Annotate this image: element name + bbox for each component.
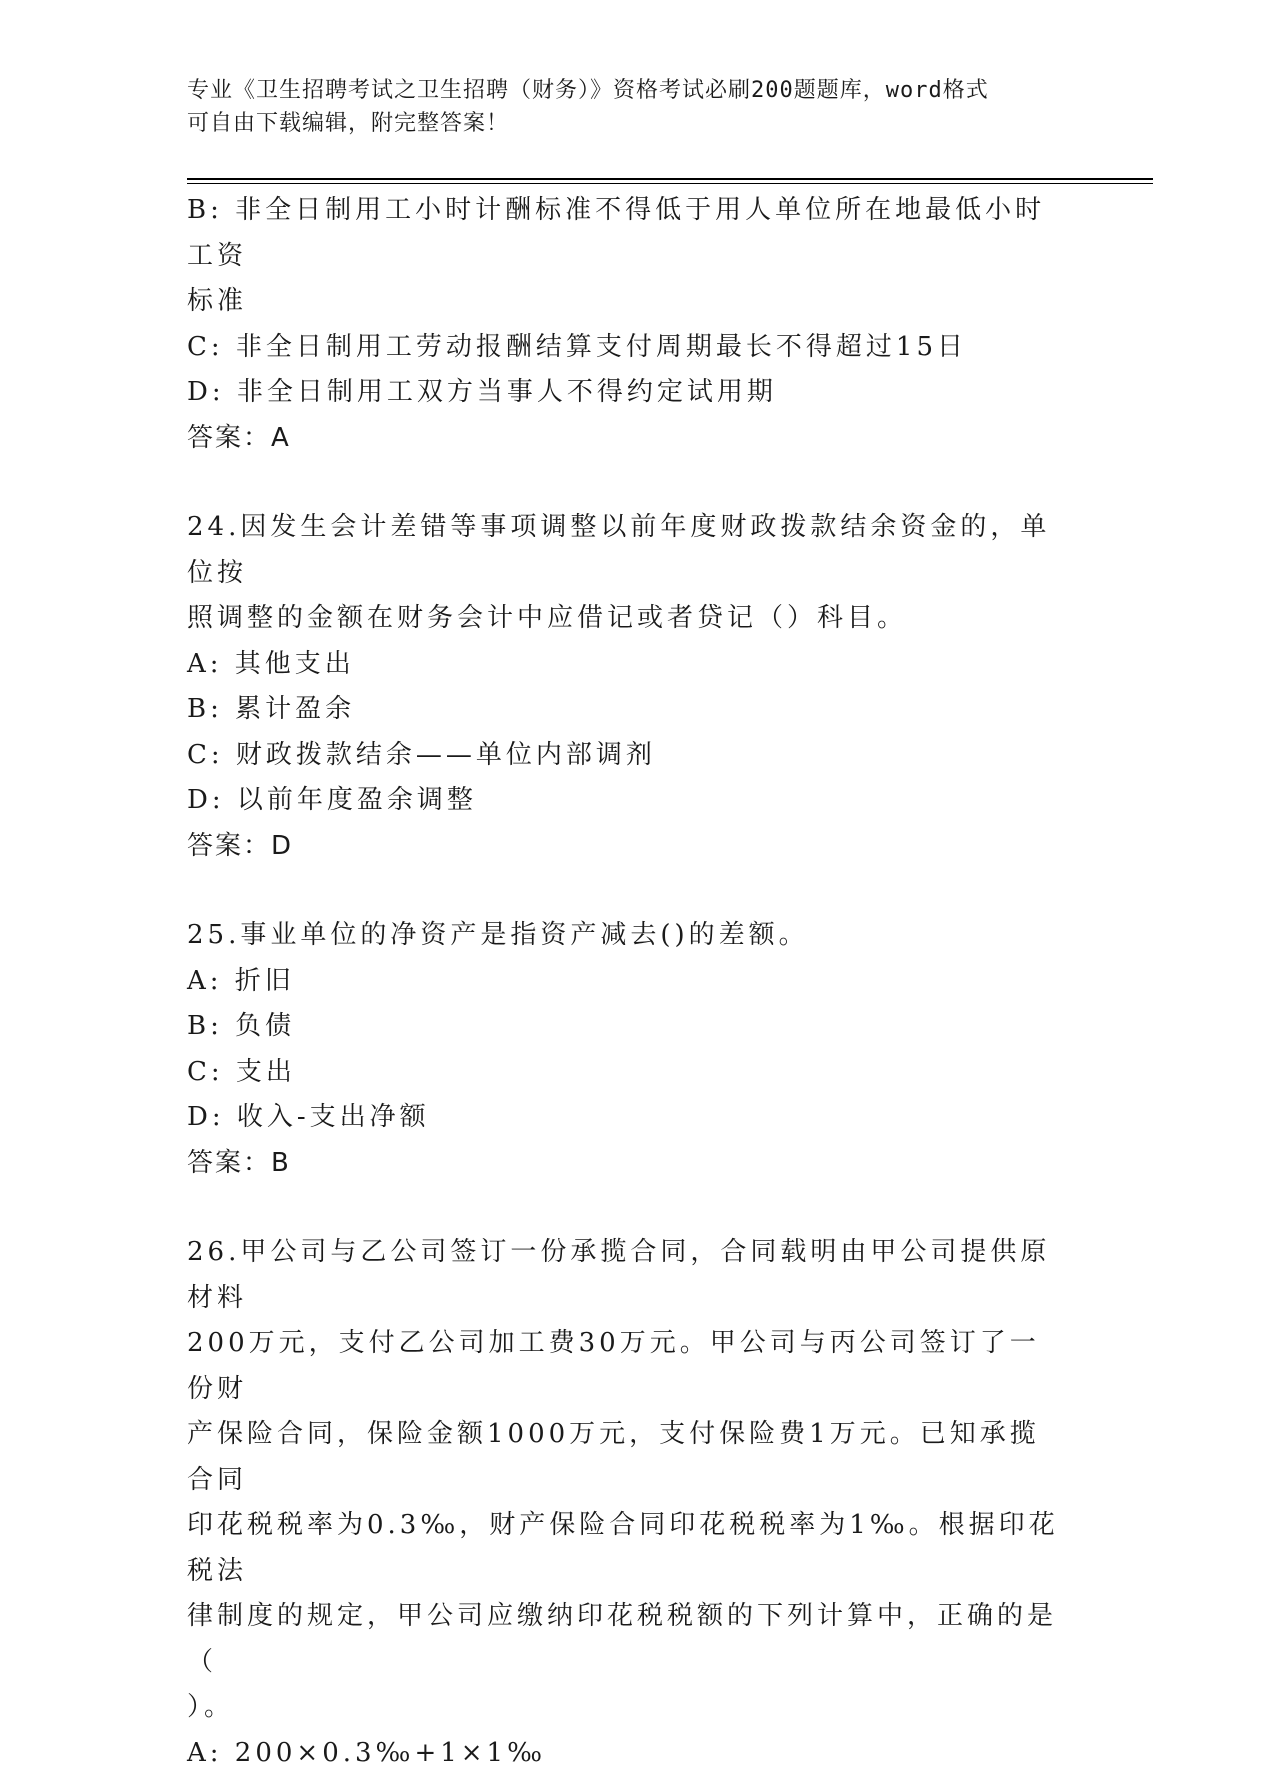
question-text: 25.事业单位的净资产是指资产减去()的差额。 [187, 913, 1067, 959]
question-text: 产保险合同，保险金额1000万元，支付保险费1万元。已知承揽合同 [187, 1412, 1067, 1503]
answer: 答案：B [187, 1141, 1067, 1187]
question-23-continued [187, 188, 1067, 461]
answer: 答案：A [187, 416, 1067, 462]
option-d: D: 以前年度盈余调整 [187, 778, 1067, 824]
question-25 [187, 913, 1067, 1186]
option-b: B: 非全日制用工小时计酬标准不得低于用人单位所在地最低小时工资 [187, 188, 1067, 279]
question-text: ）。 [187, 1685, 1067, 1731]
header-rule-thin [187, 183, 1153, 184]
header-line-2: 可自由下载编辑，附完整答案！ [187, 107, 1067, 140]
option-b: B: 负债 [187, 1004, 1067, 1050]
question-text: 印花税税率为0.3‰，财产保险合同印花税税率为1‰。根据印花税法 [187, 1503, 1067, 1594]
header-rule [187, 178, 1153, 180]
question-text: 照调整的金额在财务会计中应借记或者贷记（）科目。 [187, 596, 1067, 642]
document-header [187, 74, 1067, 140]
option-c: C: 非全日制用工劳动报酬结算支付周期最长不得超过15日 [187, 325, 1067, 371]
question-content [187, 188, 1067, 1776]
option-a: A: 折旧 [187, 959, 1067, 1005]
option-c: C: 支出 [187, 1050, 1067, 1096]
question-text: 律制度的规定，甲公司应缴纳印花税税额的下列计算中，正确的是（ [187, 1594, 1067, 1685]
question-text: 24.因发生会计差错等事项调整以前年度财政拨款结余资金的，单位按 [187, 505, 1067, 596]
option-c: C: 财政拨款结余——单位内部调剂 [187, 733, 1067, 779]
option-d: D: 收入-支出净额 [187, 1095, 1067, 1141]
answer: 答案：D [187, 824, 1067, 870]
question-text: 200万元，支付乙公司加工费30万元。甲公司与丙公司签订了一份财 [187, 1321, 1067, 1412]
question-text: 26.甲公司与乙公司签订一份承揽合同，合同载明由甲公司提供原材料 [187, 1230, 1067, 1321]
option-b-continued: 标准 [187, 279, 1067, 325]
option-a: A: 200×0.3‰+1×1‰ [187, 1731, 1067, 1776]
option-d: D: 非全日制用工双方当事人不得约定试用期 [187, 370, 1067, 416]
question-24 [187, 505, 1067, 869]
question-26 [187, 1230, 1067, 1776]
option-a: A: 其他支出 [187, 642, 1067, 688]
option-b: B: 累计盈余 [187, 687, 1067, 733]
header-line-1: 专业《卫生招聘考试之卫生招聘（财务）》资格考试必刷200题题库，word格式 [187, 74, 1067, 107]
